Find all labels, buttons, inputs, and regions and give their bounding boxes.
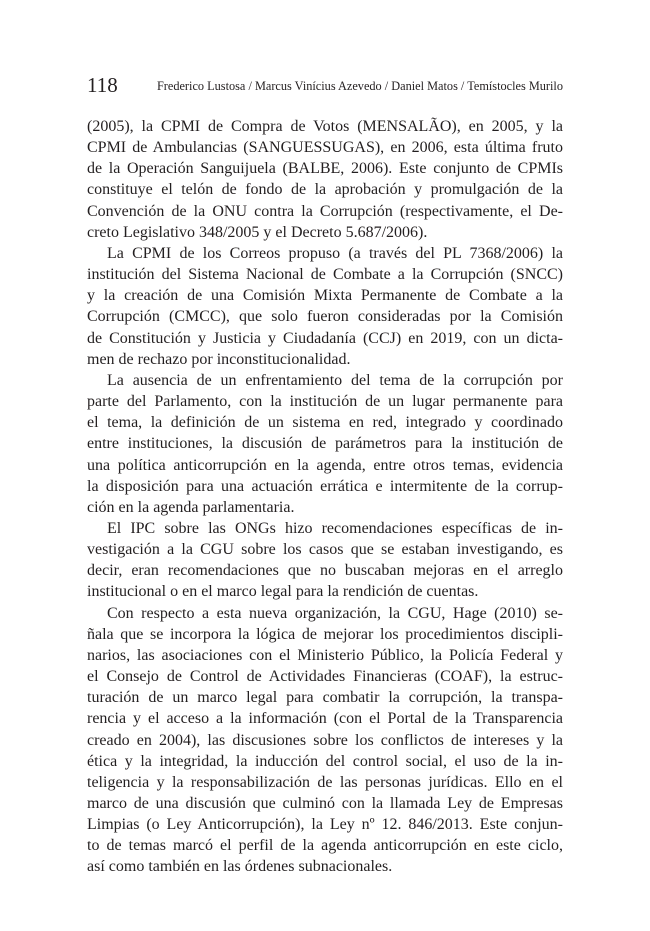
text-line: parte del Parlamento, con la institución de un lugar permanente para: [87, 393, 563, 411]
text-line: to de temas marcó el perfil de la agenda anticorrupción en este ciclo,: [87, 837, 563, 855]
text-line: Corrupción (CMCC), que solo fueron consideradas por la Comisión: [87, 308, 563, 326]
text-line: narios, las asociaciones con el Ministerio Público, la Policía Federal y: [87, 646, 563, 664]
text-line: turación de un marco legal para combatir la corrupción, la transpa-: [87, 689, 563, 707]
text-line: creto Legislativo 348/2005 y el Decreto 5.687/2006).: [87, 223, 428, 241]
paragraph: [87, 518, 563, 603]
paragraph: [87, 116, 563, 243]
text-line: institución del Sistema Nacional de Combate a la Corrupción (SNCC): [87, 266, 563, 284]
text-line: el Consejo de Control de Actividades Financieras (COAF), la estruc-: [87, 668, 563, 686]
text-line: una política anticorrupción en la agenda, entre otros temas, evidencia: [87, 456, 563, 474]
text-line: entre instituciones, la discusión de parámetros para la institución de: [87, 435, 563, 453]
text-line: de la Operación Sanguijuela (BALBE, 2006). Este conjunto de CPMIs: [87, 160, 563, 178]
text-line: Con respecto a esta nueva organización, la CGU, Hage (2010) se-: [107, 604, 563, 622]
page-number: 118: [87, 73, 118, 97]
text-line: Convención de la ONU contra la Corrupción (respectivamente, el De-: [87, 202, 563, 220]
text-line: rencia y el acceso a la información (con el Portal de la Transparencia: [87, 710, 563, 728]
text-line: CPMI de Ambulancias (SANGUESSUGAS), en 2006, esta última fruto: [87, 139, 563, 157]
text-line: La CPMI de los Correos propuso (a través del PL 7368/2006) la: [107, 244, 563, 262]
text-line: institucional o en el marco legal para la rendición de cuentas.: [87, 583, 479, 601]
paragraph: [87, 603, 563, 878]
text-line: La ausencia de un enfrentamiento del tema de la corrupción por: [107, 371, 563, 389]
text-line: así como también en las órdenes subnacionales.: [87, 858, 393, 876]
text-line: constituye el telón de fondo de la aprobación y promulgación de la: [87, 181, 563, 199]
running-header: [87, 71, 563, 101]
text-line: men de rechazo por inconstitucionalidad.: [87, 350, 351, 368]
running-header-authors: Frederico Lustosa / Marcus Vinícius Azevedo / Daniel Matos / Temístocles Murilo: [156, 79, 563, 93]
text-line: decir, eran recomendaciones que no buscaban mejoras en el arreglo: [87, 562, 563, 580]
text-line: y la creación de una Comisión Mixta Permanente de Combate a la: [87, 287, 563, 305]
text-line: ción en la agenda parlamentaria.: [87, 498, 295, 516]
body-text: [87, 116, 563, 878]
text-line: la disposición para una actuación errática e intermitente de la corrup-: [87, 477, 563, 495]
text-line: ética y la integridad, la inducción del control social, el uso de la in-: [87, 752, 563, 770]
text-line: vestigación a la CGU sobre los casos que se estaban investigando, es: [87, 541, 563, 559]
text-line: creado en 2004), las discusiones sobre los conflictos de intereses y la: [87, 731, 563, 749]
text-line: ñala que se incorpora la lógica de mejorar los procedimientos discipli-: [87, 625, 563, 643]
text-line: el tema, la definición de un sistema en red, integrado y coordinado: [87, 414, 563, 432]
paragraph: [87, 243, 563, 370]
paragraph: [87, 370, 563, 518]
text-line: (2005), la CPMI de Compra de Votos (MENSALÃO), en 2005, y la: [87, 118, 563, 135]
text-line: marco de una discusión que culminó con la llamada Ley de Empresas: [87, 795, 563, 812]
text-line: El IPC sobre las ONGs hizo recomendaciones específicas de in-: [107, 519, 563, 537]
text-line: de Constitución y Justicia y Ciudadanía (CCJ) en 2019, con un dicta-: [87, 329, 563, 347]
text-line: Limpias (o Ley Anticorrupción), la Ley nº 12. 846/2013. Este conjun-: [87, 816, 563, 834]
text-line: teligencia y la responsabilización de las personas jurídicas. Ello en el: [87, 773, 563, 791]
